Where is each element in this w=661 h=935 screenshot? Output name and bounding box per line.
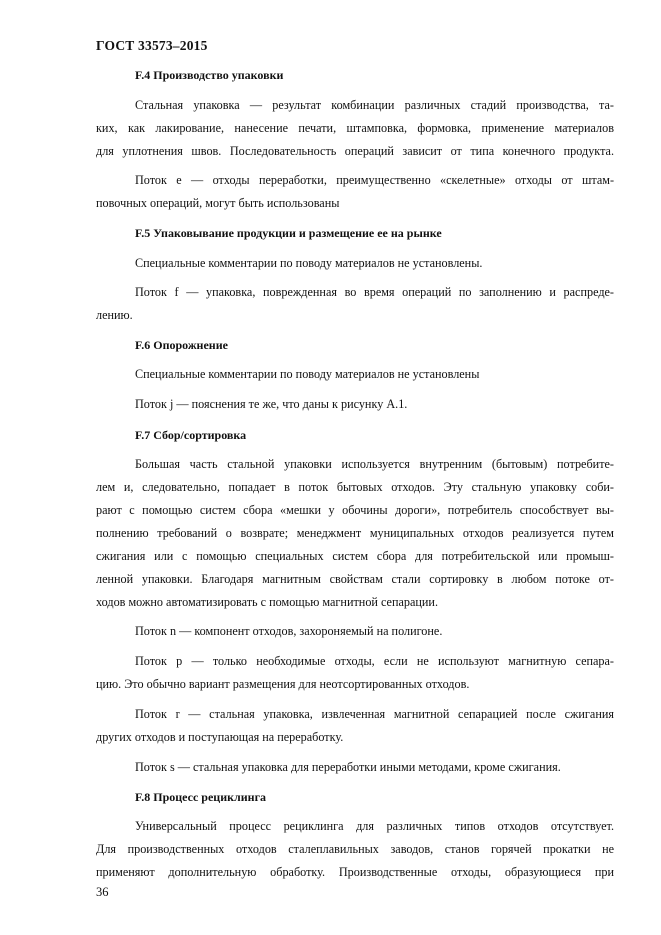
text-line: Для производственных отходов сталеплавильных заводов, станов горячей прокатки не (96, 842, 614, 856)
text-line: ленной упаковки. Благодаря магнитным свойствам стали сортировку в любом потоке от- (96, 572, 614, 586)
text-line: Поток р — только необходимые отходы, если не используют магнитную сепара- (135, 654, 614, 668)
text-line: ходов можно автоматизировать с помощью магнитной сепарации. (96, 595, 439, 609)
paragraph-f7-5: Поток s — стальная упаковка для переработки иными методами, кроме сжигания. (135, 760, 561, 774)
heading-f4: F.4 Производство упаковки (135, 68, 284, 82)
text-line: Стальная упаковка — результат комбинации различных стадий производства, та- (135, 98, 614, 112)
text-line: других отходов и поступающая на переработку. (96, 730, 344, 744)
text-line: Поток f — упаковка, поврежденная во время операций по заполнению и распреде- (135, 285, 614, 299)
heading-f6: F.6 Опорожнение (135, 338, 228, 352)
heading-f7: F.7 Сбор/сортировка (135, 428, 247, 442)
text-line: Поток е — отходы переработки, преимущественно «скелетные» отходы от штам- (135, 173, 614, 187)
text-line: Универсальный процесс рециклинга для различных типов отходов отсутствует. (135, 819, 614, 833)
text-line: полнению требований о возврате; менеджмент муниципальных отходов реализуется путем (96, 526, 614, 540)
paragraph-f5-2 (96, 281, 614, 327)
paragraph-f4-1 (96, 94, 614, 163)
text-line: цию. Это обычно вариант размещения для неотсортированных отходов. (96, 677, 470, 691)
paragraph-f5-1: Специальные комментарии по поводу материалов не установлены. (135, 256, 483, 270)
text-line: рают с помощью систем сбора «мешки у обочины дороги», потребитель способствует вы- (96, 503, 614, 517)
heading-f5: F.5 Упаковывание продукции и размещение ее на рынке (135, 226, 442, 240)
text-line: Большая часть стальной упаковки используется внутренним (бытовым) потребите- (135, 457, 614, 471)
text-line: лению. (96, 308, 133, 322)
paragraph-f8-1 (96, 815, 614, 884)
paragraph-f4-2 (96, 169, 614, 215)
heading-f8: F.8 Процесс рециклинга (135, 790, 267, 804)
page-number: 36 (96, 885, 109, 899)
text-line: повочных операций, могут быть использованы (96, 196, 340, 210)
text-line: для уплотнения швов. Последовательность операций зависит от типа конечного продукта. (96, 144, 614, 158)
paragraph-f7-4 (96, 703, 614, 749)
paragraph-f6-2: Поток j — пояснения те же, что даны к рисунку А.1. (135, 397, 408, 411)
standard-number: ГОСТ 33573–2015 (96, 38, 208, 53)
text-line: сжигания или с помощью специальных систем сбора для потребительской или промыш- (96, 549, 614, 563)
paragraph-f6-1: Специальные комментарии по поводу материалов не установлены (135, 367, 480, 381)
paragraph-f7-1 (96, 453, 614, 614)
paragraph-f7-2: Поток n — компонент отходов, захороняемый на полигоне. (135, 624, 443, 638)
text-line: лем и, следовательно, попадает в поток бытовых отходов. Эту стальную упаковку соби- (96, 480, 614, 494)
paragraph-f7-3 (96, 650, 614, 696)
text-line: применяют дополнительную обработку. Производственные отходы, образующиеся при (96, 865, 614, 879)
text-line: Поток r — стальная упаковка, извлеченная магнитной сепарацией после сжигания (135, 707, 614, 721)
text-line: ких, как лакирование, нанесение печати, штамповка, формовка, применение материалов (96, 121, 614, 135)
